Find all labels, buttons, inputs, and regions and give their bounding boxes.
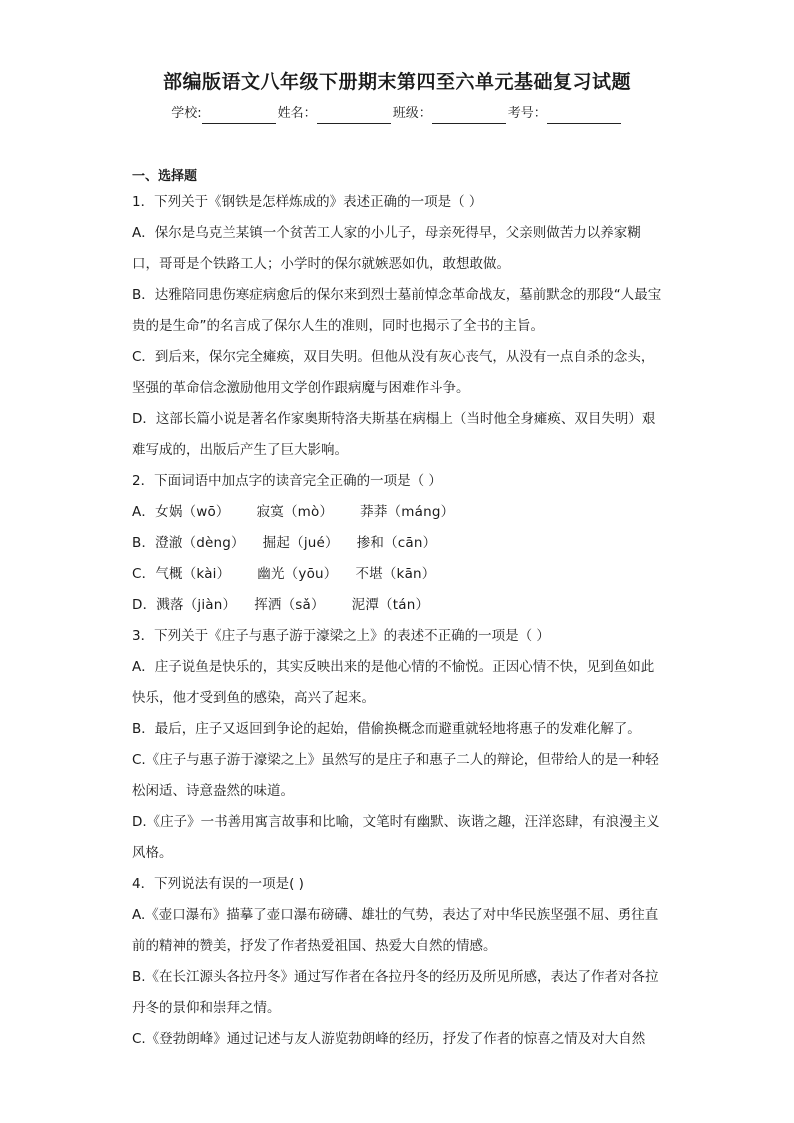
option-a: A．保尔是乌克兰某镇一个贫苦工人家的小儿子，母亲死得早，父亲则做苦力以养家糊口，哥哥是个铁路工人；小学时的保尔就嫉恶如仇，敢想敢做。: [132, 225, 641, 272]
question-2: [132, 466, 662, 621]
question-4: [132, 869, 662, 1055]
name-field: [278, 104, 393, 124]
option-c: C.《庄子与惠子游于濠梁之上》虽然写的是庄子和惠子二人的辩论，但带给人的是一种轻松闲适、诗意盎然的味道。: [132, 752, 659, 799]
option-c: C．到后来，保尔完全瘫痪，双目失明。但他从没有灰心丧气，从没有一点自杀的念头，坚强的革命信念激励他用文学创作跟病魔与困难作斗争。: [132, 349, 655, 396]
option-b: B．最后，庄子又返回到争论的起始，借偷换概念而避重就轻地将惠子的发难化解了。: [132, 721, 641, 737]
class-blank: [432, 108, 506, 124]
exam-title: 部编版语文八年级下册期末第四至六单元基础复习试题: [162, 71, 631, 93]
school-blank: [202, 108, 276, 124]
option-c: C.《登勃朗峰》通过记述与友人游览勃朗峰的经历，抒发了作者的惊喜之情及对大自然: [132, 1031, 646, 1047]
student-info-line: [132, 104, 662, 124]
name-label: 姓名：: [277, 106, 317, 121]
exam-number-field: [508, 104, 623, 124]
option-d: D.《庄子》一书善用寓言故事和比喻，文笔时有幽默、诙谐之趣，汪洋恣肆，有浪漫主义风格。: [132, 814, 660, 861]
question-3: [132, 621, 662, 869]
class-label: 班级：: [392, 106, 432, 121]
question-stem: 2．下面词语中加点字的读音完全正确的一项是（ ）: [132, 473, 442, 489]
class-field: [393, 104, 508, 124]
exam-number-blank: [547, 108, 621, 124]
school-field: [171, 104, 277, 124]
school-label: 学校:: [171, 106, 202, 121]
option-a: A．庄子说鱼是快乐的，其实反映出来的是他心情的不愉悦。正因心情不快，见到鱼如此快乐，他才受到鱼的感染，高兴了起来。: [132, 659, 655, 706]
option-d: D．溅落（jiàn） 挥洒（sǎ） 泥潭（tán）: [132, 597, 430, 613]
question-stem: 1．下列关于《钢铁是怎样炼成的》表述正确的一项是（ ）: [132, 194, 483, 210]
option-a: A.《壶口瀑布》描摹了壶口瀑布磅礴、雄壮的气势，表达了对中华民族坚强不屈、勇往直前的精神的赞美，抒发了作者热爱祖国、热爱大自然的情感。: [132, 907, 659, 954]
section-heading: 一、选择题: [132, 169, 198, 184]
question-stem: 3．下列关于《庄子与惠子游于濠梁之上》的表述不正确的一项是（ ）: [132, 628, 550, 644]
option-d: D．这部长篇小说是著名作家奥斯特洛夫斯基在病榻上（当时他全身瘫痪、双目失明）艰难写成的，出版后产生了巨大影响。: [132, 411, 656, 458]
exam-number-label: 考号：: [507, 106, 547, 121]
option-b: B．达雅陪同患伤寒症病愈后的保尔来到烈士墓前悼念革命战友，墓前默念的那段“人最宝贵的是生命”的名言成了保尔人生的准则，同时也揭示了全书的主旨。: [132, 287, 662, 334]
option-b: B.《在长江源头各拉丹冬》通过写作者在各拉丹冬的经历及所见所感，表达了作者对各拉丹冬的景仰和崇拜之情。: [132, 969, 659, 1016]
question-stem: 4．下列说法有误的一项是( ): [132, 876, 304, 892]
option-a: A．女娲（wō） 寂寞（mò） 莽莽（máng）: [132, 504, 455, 520]
question-1: [132, 187, 662, 466]
option-b: B．澄澈（dèng） 掘起（jué） 掺和（cān）: [132, 535, 437, 551]
name-blank: [317, 108, 391, 124]
option-c: C．气概（kài） 幽光（yōu） 不堪（kān）: [132, 566, 436, 582]
